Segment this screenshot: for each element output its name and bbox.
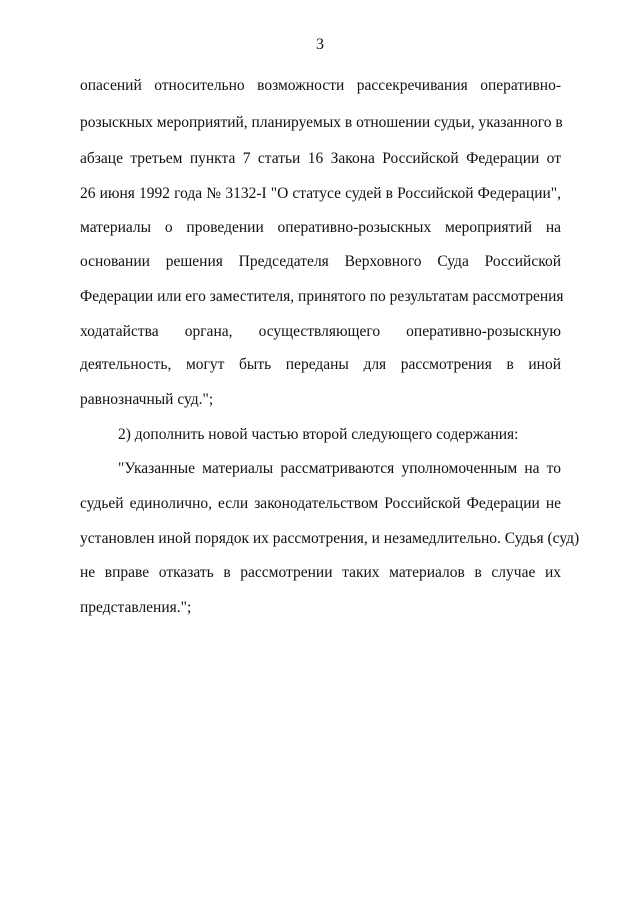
- text-line: ходатайства органа, осуществляющего оперативно-розыскную: [80, 323, 561, 340]
- text-line: не вправе отказать в рассмотрении таких материалов в случае их: [80, 564, 561, 581]
- text-line: материалы о проведении оперативно-розыскных мероприятий на: [80, 219, 561, 236]
- text-line: Федерации или его заместителя, принятого по результатам рассмотрения: [80, 288, 564, 305]
- text-line: равнозначный суд.";: [80, 391, 214, 408]
- text-line: абзаце третьем пункта 7 статьи 16 Закона Российской Федерации от: [80, 150, 561, 167]
- text-line: судьей единолично, если законодательством Российской Федерации не: [80, 495, 561, 512]
- text-line: розыскных мероприятий, планируемых в отношении судьи, указанного в: [80, 114, 563, 131]
- text-line: опасений относительно возможности рассекречивания оперативно-: [80, 77, 561, 94]
- page-number: 3: [316, 36, 324, 53]
- paragraph-heading: 2) дополнить новой частью второй следующего содержания:: [118, 426, 519, 443]
- text-line: "Указанные материалы рассматриваются уполномоченным на то: [118, 460, 561, 477]
- text-line: представления.";: [80, 599, 192, 616]
- text-line: основании решения Председателя Верховного Суда Российской: [80, 253, 561, 270]
- text-line: деятельность, могут быть переданы для рассмотрения в иной: [80, 356, 561, 373]
- text-line: 26 июня 1992 года № 3132-I "О статусе судей в Российской Федерации",: [80, 185, 561, 202]
- text-line: установлен иной порядок их рассмотрения, и незамедлительно. Судья (суд): [80, 530, 580, 547]
